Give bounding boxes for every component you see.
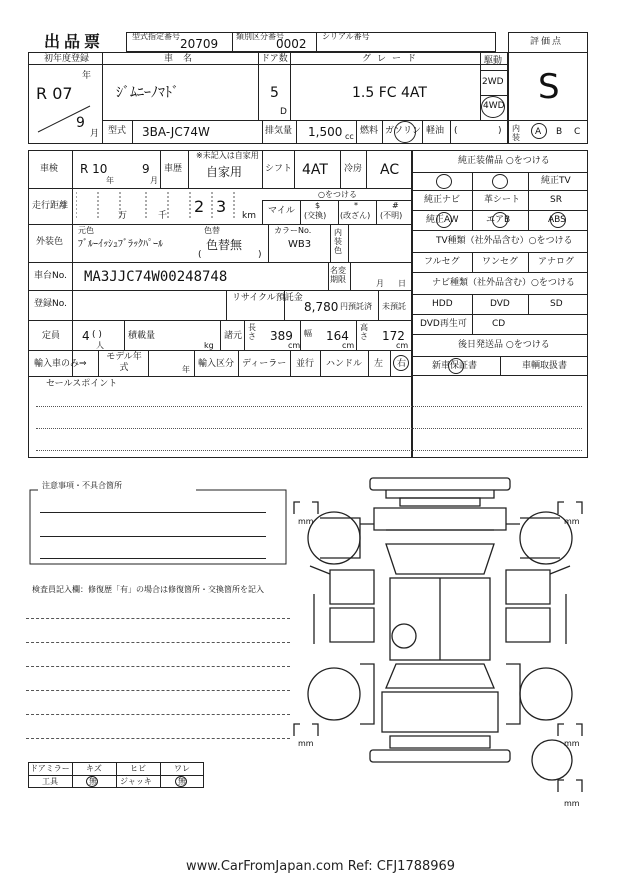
doc-manual: 車輌取扱書 (522, 361, 568, 371)
mileage-digit-2: 3 (216, 197, 227, 216)
color-no-label: カラーNo. (274, 226, 312, 235)
first-reg-slash (34, 104, 94, 134)
mileage-label: 走行距離 (32, 201, 69, 211)
model-code-label: 型式指定番号 (132, 32, 180, 41)
class-code-label: 類別区分番号 (236, 32, 284, 41)
model-code: 20709 (180, 37, 219, 51)
inspection-year-unit: 年 (106, 176, 114, 185)
equip-genuine-tv: 純正TV (541, 176, 571, 186)
legend-scratch: キズ (86, 764, 102, 773)
height-unit: cm (396, 341, 409, 350)
doors-count: 5 (270, 85, 279, 101)
original-color: ﾌﾞﾙｰｲｯｼｭﾌﾞﾗｯｸﾊﾟｰﾙ (78, 239, 163, 250)
legend-door-mirror: ドアミラー (30, 764, 70, 773)
tv-one: ワンセグ (482, 257, 519, 267)
interior-a: A (535, 127, 542, 137)
footer-watermark: www.CarFromJapan.com Ref: CFJ1788969 (186, 859, 456, 874)
vin: MA3JJC74W00248748 (84, 269, 228, 285)
equip-sunroof: SR (550, 195, 562, 205)
mileage-exchange: (交換) (304, 211, 327, 220)
fuel-diesel: 軽油 (426, 126, 445, 136)
capacity-paren: ( ) (92, 330, 102, 340)
capacity-label: 定員 (42, 331, 61, 341)
car-name: ｼﾞﾑﾆｰﾉﾏﾄﾞ (116, 85, 179, 101)
height-value: 172 (382, 329, 405, 343)
interior-b: B (556, 127, 563, 137)
drive-2wd: 2WD (482, 77, 504, 87)
vin-label: 車台No. (34, 271, 67, 281)
drive-4wd-circle (481, 96, 505, 118)
doc-warranty-circle (448, 358, 464, 374)
import-dealer: ディーラー (242, 359, 287, 369)
grade-label: グレード (362, 54, 423, 64)
dims-label: 諸元 (224, 331, 243, 341)
equip-ps-circle (436, 174, 452, 189)
interior-label: 内装 (512, 124, 520, 142)
mileage-mile: マイル (268, 206, 295, 216)
legend-tool-status: 無 (89, 777, 97, 786)
color-paren-close: ) (258, 250, 262, 260)
navi-type-label: ナビ種類（社外品含む）○をつける (432, 278, 575, 288)
length-value: 389 (270, 329, 293, 343)
sales-point-label: セールスポイント (46, 379, 118, 389)
interior-a-circle (531, 123, 547, 139)
genuine-equipment-label: 純正装備品 ○をつける (458, 156, 550, 166)
navi-dvd: DVD (490, 299, 510, 309)
original-color-label: 元色 (78, 226, 94, 235)
serial-label: シリアル番号 (322, 32, 370, 41)
mileage-tamper-symbol: * (354, 201, 358, 210)
mileage-tamper: (改ざん) (340, 211, 371, 220)
doors-label: ドア数 (261, 54, 288, 64)
inspection-month-unit: 月 (150, 176, 158, 185)
handle-right: 右 (397, 359, 407, 369)
inspection-month: 9 (142, 162, 150, 176)
equip-leather: 革シート (484, 195, 521, 205)
interior-color-label: 内装色 (334, 228, 342, 255)
notes-label: 注意事項・不具合箇所 (42, 481, 122, 490)
mileage-unit-km: km (242, 211, 256, 221)
color-paren-open: ( (198, 250, 202, 260)
sheet-title: 出品票 (44, 32, 105, 51)
import-type-label: 輸入区分 (198, 359, 235, 369)
fuel-other-close: ) (498, 126, 502, 136)
recycle-none: 未預託 (382, 302, 406, 311)
displacement-unit: cc (345, 132, 354, 141)
height-label: 高さ (360, 323, 368, 341)
recycle-unit: 円預託済 (340, 302, 372, 311)
mileage-digit-1: 2 (194, 197, 205, 216)
first-reg-month-unit: 月 (90, 129, 100, 139)
capacity: 4 (82, 329, 90, 343)
width-unit: cm (342, 341, 355, 350)
tv-analog: アナログ (538, 257, 575, 267)
mm-label-rear-right: mm (564, 739, 580, 748)
mm-label-spare: mm (564, 799, 580, 808)
type-label: 型式 (108, 126, 127, 136)
color-change: 色替無 (206, 238, 243, 252)
grade-name: 1.5 FC 4AT (352, 85, 427, 101)
tv-full: フルセグ (424, 257, 460, 267)
drive-label: 駆動 (484, 56, 503, 66)
vehicle-type: 3BA-JC74W (142, 125, 210, 139)
ac-value: AC (380, 162, 400, 178)
equip-aw-circle (436, 212, 452, 228)
shift-value: 4AT (302, 162, 328, 178)
history-label: 車歴 (164, 164, 183, 174)
displacement: 1,500 (308, 125, 343, 139)
displacement-label: 排気量 (265, 126, 293, 136)
navi-dvd-play: DVD再生可 (420, 319, 467, 329)
mm-label-front-left: mm (298, 517, 314, 526)
car-name-label: 車名 (164, 54, 203, 64)
inspection-label: 車検 (40, 164, 59, 174)
mileage-digit-boxes (76, 190, 262, 222)
length-unit: cm (288, 341, 301, 350)
import-label: 輸入車のみ⇒ (34, 359, 87, 369)
handle-label: ハンドル (326, 359, 363, 369)
history-value: 自家用 (206, 165, 243, 179)
model-year-unit: 年 (182, 365, 190, 374)
name-change-label: 名変期限 (330, 266, 346, 284)
legend-jack-circle (175, 776, 187, 787)
exterior-color-label: 外装色 (36, 237, 64, 247)
equip-aw: 純正AW (426, 215, 459, 225)
width-value: 164 (326, 329, 349, 343)
fuel-gasoline: ガソリン (385, 126, 422, 136)
first-reg-month: 9 (76, 115, 85, 131)
history-note: ※未記入は自家用 (196, 151, 259, 160)
mm-label-rear-left: mm (298, 739, 314, 748)
mileage-unknown: (不明) (380, 211, 403, 220)
shift-label: シフト (265, 164, 293, 174)
drive-4wd: 4WD (483, 101, 505, 111)
reg-label: 登録No. (34, 299, 67, 309)
legend-tool-circle (86, 776, 98, 787)
inspector-label: 検査員記入欄：修復歴「有」の場合は修復箇所・交換箇所を記入 (32, 585, 264, 594)
width-label: 幅 (304, 329, 312, 338)
navi-hdd: HDD (432, 299, 453, 309)
evaluation-grade: S (538, 67, 560, 107)
car-damage-diagram (290, 474, 590, 804)
recycle-label: リサイクル預託金 (232, 293, 303, 303)
color-change-label: 色替 (204, 226, 220, 235)
fuel-gasoline-circle (394, 121, 416, 143)
navi-sd: SD (550, 299, 563, 309)
later-docs-label: 後日発送品 ○をつける (458, 340, 550, 350)
name-change-month: 月 (376, 279, 384, 288)
ac-label: 冷房 (344, 164, 363, 174)
recycle-amount: 8,780 (304, 300, 339, 314)
equip-abs-circle (550, 212, 566, 228)
capacity-unit: 人 (96, 341, 104, 350)
load-label: 積載量 (128, 331, 156, 341)
fuel-other-open: ( (454, 126, 458, 136)
mileage-exchange-symbol: $ (315, 201, 321, 210)
first-reg-label: 初年度登録 (44, 54, 90, 64)
equip-abs: ABS (548, 215, 566, 225)
first-reg-year-unit: 年 (82, 71, 92, 81)
sales-point-right-ext (412, 376, 588, 458)
color-no: WB3 (288, 239, 312, 250)
class-code: 0002 (276, 37, 307, 51)
mileage-unit-sen: 千 (158, 211, 168, 221)
equip-airbag: エアB (486, 215, 511, 225)
interior-c: C (574, 127, 581, 137)
mileage-unit-man: 万 (118, 211, 128, 221)
handle-right-circle (393, 355, 409, 371)
doc-new-car-warranty: 新車保証書 (432, 361, 478, 371)
legend-break: ワレ (174, 764, 190, 773)
mileage-unknown-symbol: # (392, 201, 399, 210)
length-label: 長さ (248, 323, 256, 341)
doors-suffix: D (280, 107, 287, 117)
load-unit: kg (204, 341, 214, 350)
legend-jack: ジャッキ (120, 777, 152, 786)
mm-label-front-right: mm (564, 517, 580, 526)
first-reg-era: R 07 (36, 84, 73, 103)
fuel-label: 燃料 (360, 126, 379, 136)
equip-genuine-navi: 純正ナビ (424, 195, 461, 205)
legend-tool: 工具 (42, 777, 58, 786)
mileage-circle-note: ○をつける (318, 190, 357, 199)
handle-left: 左 (374, 359, 384, 369)
import-parallel: 並行 (296, 359, 315, 369)
navi-cd: CD (492, 319, 506, 329)
grade-box-label: 評価点 (530, 37, 564, 47)
legend-crack: ヒビ (130, 764, 146, 773)
notes-bracket (28, 488, 290, 568)
equip-airbag-circle (492, 212, 508, 228)
name-change-day: 日 (398, 279, 406, 288)
model-year-label: モデル年式 (106, 352, 142, 373)
legend-jack-status: 無 (178, 777, 186, 786)
equip-pw-circle (492, 174, 508, 189)
tv-type-label: TV種類（社外品含む）○をつける (436, 236, 573, 246)
inspection-era: R 10 (80, 162, 108, 176)
